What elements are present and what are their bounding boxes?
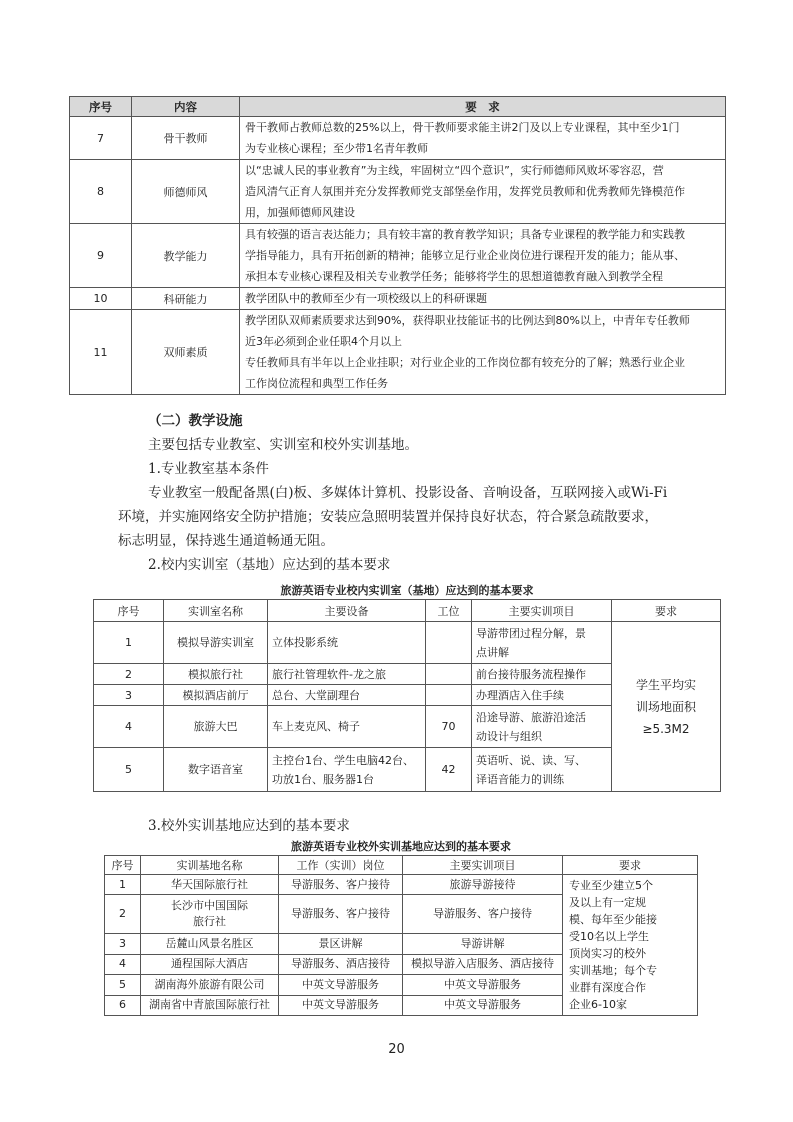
requirement-line: 具有较强的语言表达能力；具有较丰富的教育教学知识；具备专业课程的教学能力和实践教: [245, 228, 685, 241]
row-no: 1: [105, 875, 141, 895]
row-training-items: 导游讲解: [403, 934, 563, 954]
row-post: 中英文导游服务: [279, 995, 403, 1016]
requirement-line: 专任教师具有半年以上企业挂职；对行业企业的工作岗位都有较充分的了解；熟悉行业企业: [245, 356, 685, 369]
row-content: 教学能力: [132, 224, 240, 288]
header-requirement: 要求: [612, 600, 721, 622]
row-no: 2: [105, 895, 141, 934]
classroom-paragraph-line: 标志明显，保持逃生通道畅通无阻。: [118, 533, 334, 549]
requirement-line: 工作岗位流程和典型工作任务: [245, 377, 388, 390]
requirement-line: 以“忠诚人民的事业教育”为主线，牢固树立“四个意识”，实行师德师风败坏零容忍，营: [245, 164, 664, 177]
row-no: 7: [70, 117, 132, 160]
header-seats: 工位: [426, 600, 472, 622]
header-no: 序号: [94, 600, 164, 622]
table-row: [70, 288, 726, 310]
row-no: 9: [70, 224, 132, 288]
row-training-items: 旅游导游接待: [403, 875, 563, 895]
row-seats: 42: [426, 748, 472, 792]
row-requirement: [240, 310, 726, 395]
row-base-name: 湖南省中青旅国际旅行社: [141, 995, 279, 1016]
row-no: 8: [70, 160, 132, 224]
header-no: 序号: [105, 856, 141, 875]
row-base-name: 岳麓山风景名胜区: [141, 934, 279, 954]
row-no: 4: [94, 706, 164, 748]
table-row: [70, 160, 726, 224]
row-no: 2: [94, 664, 164, 685]
onsite-table-caption: 旅游英语专业校内实训室（基地）应达到的基本要求: [280, 584, 534, 597]
requirement-line: 教学团队中的教师至少有一项校级以上的科研课题: [245, 292, 487, 305]
row-base-name: 湖南海外旅游有限公司: [141, 975, 279, 995]
requirement-line: 为专业核心课程；至少带1名青年教师: [245, 142, 428, 155]
row-post: 景区讲解: [279, 934, 403, 954]
row-training-items: 中英文导游服务: [403, 975, 563, 995]
subsection-onsite-title: 2.校内实训室（基地）应达到的基本要求: [148, 557, 391, 573]
row-post: 中英文导游服务: [279, 975, 403, 995]
row-base-name: 华天国际旅行社: [141, 875, 279, 895]
row-no: 3: [94, 685, 164, 706]
row-training-items: 模拟导游入店服务、酒店接待: [403, 954, 563, 974]
header-post: 工作（实训）岗位: [279, 856, 403, 875]
row-no: 5: [105, 975, 141, 995]
table-row: [70, 310, 726, 395]
row-room-name: 旅游大巴: [164, 706, 268, 748]
row-training-items: 导游服务、客户接待: [403, 895, 563, 934]
row-no: 3: [105, 934, 141, 954]
row-requirement: [240, 117, 726, 160]
page-number: 20: [388, 1042, 405, 1057]
row-no: 1: [94, 622, 164, 664]
requirement-line: 教学团队双师素质要求达到90%，获得职业技能证书的比例达到80%以上，中青年专任教师: [245, 314, 690, 327]
row-content: 双师素质: [132, 310, 240, 395]
requirement-line: 承担本专业核心课程及相关专业教学任务；能够将学生的思想道德教育融入到教学全程: [245, 270, 663, 283]
row-training-items: 办理酒店入住手续: [472, 685, 612, 706]
header-training-items: 主要实训项目: [403, 856, 563, 875]
row-post: 导游服务、客户接待: [279, 895, 403, 934]
row-content: 师德师风: [132, 160, 240, 224]
row-content: 骨干教师: [132, 117, 240, 160]
row-seats: 70: [426, 706, 472, 748]
offsite-training-table: [104, 855, 698, 1016]
requirement-line: 用，加强师德师风建设: [245, 206, 355, 219]
table-row: [70, 117, 726, 160]
table-row: [70, 224, 726, 288]
classroom-paragraph-line: 专业教室一般配备黑(白)板、多媒体计算机、投影设备、音响设备，互联网接入或Wi-Fi: [148, 485, 668, 501]
subsection-offsite-title: 3.校外实训基地应达到的基本要求: [148, 818, 350, 834]
section-intro: 主要包括专业教室、实训室和校外实训基地。: [148, 437, 418, 453]
onsite-requirement-cell: 学生平均实 训场地面积 ≥5.3M2: [612, 622, 721, 792]
row-room-name: 模拟旅行社: [164, 664, 268, 685]
row-room-name: 模拟导游实训室: [164, 622, 268, 664]
row-base-name: 通程国际大酒店: [141, 954, 279, 974]
row-equipment: 主控台1台、学生电脑42台、 功放1台、服务器1台: [268, 748, 426, 792]
table-row: [105, 875, 698, 895]
requirement-line: 造风清气正育人氛围并充分发挥教师党支部堡垒作用，发挥党员教师和优秀教师先锋模范作: [245, 185, 685, 198]
table-row: [94, 622, 721, 664]
header-requirement: 要求: [563, 856, 698, 875]
requirement-line: 骨干教师占教师总数的25%以上，骨干教师要求能主讲2门及以上专业课程，其中至少1门: [245, 121, 680, 134]
subsection-classroom-title: 1.专业教室基本条件: [148, 461, 269, 477]
row-requirement: [240, 288, 726, 310]
teacher-requirements-table: [69, 96, 726, 395]
row-equipment: 车上麦克风、椅子: [268, 706, 426, 748]
offsite-requirement-cell: 专业至少建立5个 及以上有一定规 模、每年至少能接 受10名以上学生 顶岗实习的校外 实训基地；每个专 业群有深度合作 企业6-10家: [563, 875, 698, 1016]
row-training-items: 英语听、说、读、写、 译语音能力的训练: [472, 748, 612, 792]
row-seats: [426, 664, 472, 685]
requirement-line: 近3年必须到企业任职4个月以上: [245, 335, 402, 348]
row-no: 4: [105, 954, 141, 974]
row-training-items: 沿途导游、旅游沿途活 动设计与组织: [472, 706, 612, 748]
offsite-table-caption: 旅游英语专业校外实训基地应达到的基本要求: [291, 840, 511, 853]
row-requirement: [240, 160, 726, 224]
table-header-row: [70, 97, 726, 117]
row-base-name: 长沙市中国国际 旅行社: [141, 895, 279, 934]
header-requirement: 要 求: [240, 97, 726, 117]
row-post: 导游服务、客户接待: [279, 875, 403, 895]
classroom-paragraph-line: 环境，并实施网络安全防护措施；安装应急照明装置并保持良好状态，符合紧急疏散要求，: [118, 509, 658, 525]
row-requirement: [240, 224, 726, 288]
table-header-row: [94, 600, 721, 622]
row-content: 科研能力: [132, 288, 240, 310]
onsite-training-table: [93, 599, 721, 792]
row-room-name: 数字语音室: [164, 748, 268, 792]
row-no: 10: [70, 288, 132, 310]
row-equipment: 旅行社管理软件-龙之旅: [268, 664, 426, 685]
row-no: 5: [94, 748, 164, 792]
header-equipment: 主要设备: [268, 600, 426, 622]
header-training-items: 主要实训项目: [472, 600, 612, 622]
row-training-items: 导游带团过程分解，景 点讲解: [472, 622, 612, 664]
header-content: 内容: [132, 97, 240, 117]
row-no: 6: [105, 995, 141, 1016]
requirement-line: 学指导能力，具有开拓创新的精神；能够立足行业企业岗位进行课程开发的能力；能从事、: [245, 249, 685, 262]
row-post: 导游服务、酒店接待: [279, 954, 403, 974]
row-equipment: 立体投影系统: [268, 622, 426, 664]
section-heading: （二）教学设施: [148, 413, 243, 429]
header-room-name: 实训室名称: [164, 600, 268, 622]
header-base-name: 实训基地名称: [141, 856, 279, 875]
row-training-items: 前台接待服务流程操作: [472, 664, 612, 685]
row-seats: [426, 622, 472, 664]
row-seats: [426, 685, 472, 706]
row-equipment: 总台、大堂副理台: [268, 685, 426, 706]
row-room-name: 模拟酒店前厅: [164, 685, 268, 706]
header-no: 序号: [70, 97, 132, 117]
row-training-items: 中英文导游服务: [403, 995, 563, 1016]
table-header-row: [105, 856, 698, 875]
row-no: 11: [70, 310, 132, 395]
